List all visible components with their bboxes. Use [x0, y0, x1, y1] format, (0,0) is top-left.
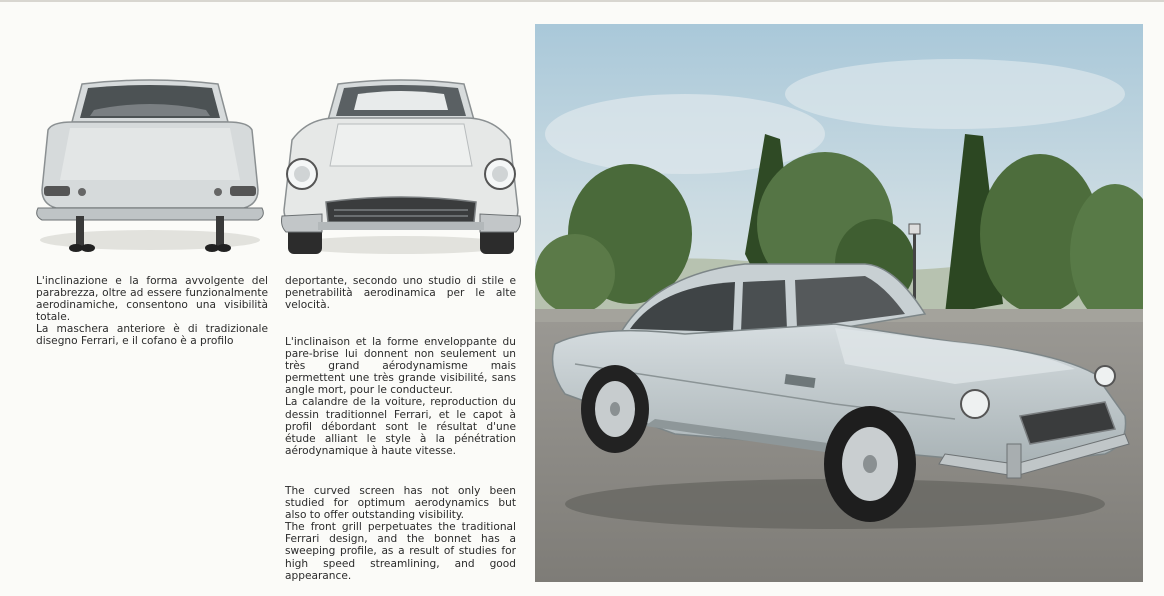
paragraph: deportante, secondo uno studio di stile e penetrabilità aerodinamica per le alte velocità.: [285, 275, 516, 312]
paragraph: The front grill perpetuates the traditional Ferrari design, and the bonnet has a sweeping profile, as a result of studies for high speed streamlining, and good appearance.: [285, 521, 516, 582]
paragraph: La calandre de la voiture, reproduction du dessin traditionnel Ferrari, et le capot à profil débordant sont le résultat d'une étude alliant le style à la pénétration aérodynamique à haute vitesse.: [285, 396, 516, 457]
french-text: [285, 336, 516, 457]
italian-text-right: [285, 275, 516, 311]
paragraph: La maschera anteriore è di tradizionale disegno Ferrari, e il cofano è a profilo: [36, 323, 268, 348]
italian-text-left: [36, 275, 268, 348]
paragraph: The curved screen has not only been studied for optimum aerodynamics but also to offer outstanding visibility.: [285, 485, 516, 522]
car-front-view-image: [278, 70, 524, 265]
english-text: [285, 485, 516, 582]
paragraph: L'inclinazione e la forma avvolgente del parabrezza, oltre ad essere funzionalmente aerodinamiche, consentono una visibilità totale.: [36, 275, 268, 324]
car-three-quarter-photo: [535, 24, 1143, 582]
paragraph: L'inclinaison et la forme enveloppante du pare-brise lui donnent non seulement un très grand aérodynamisme mais permettent une très grande visibilité, sans angle mort, pour le conducteur.: [285, 336, 516, 397]
car-rear-view-image: [30, 70, 270, 265]
